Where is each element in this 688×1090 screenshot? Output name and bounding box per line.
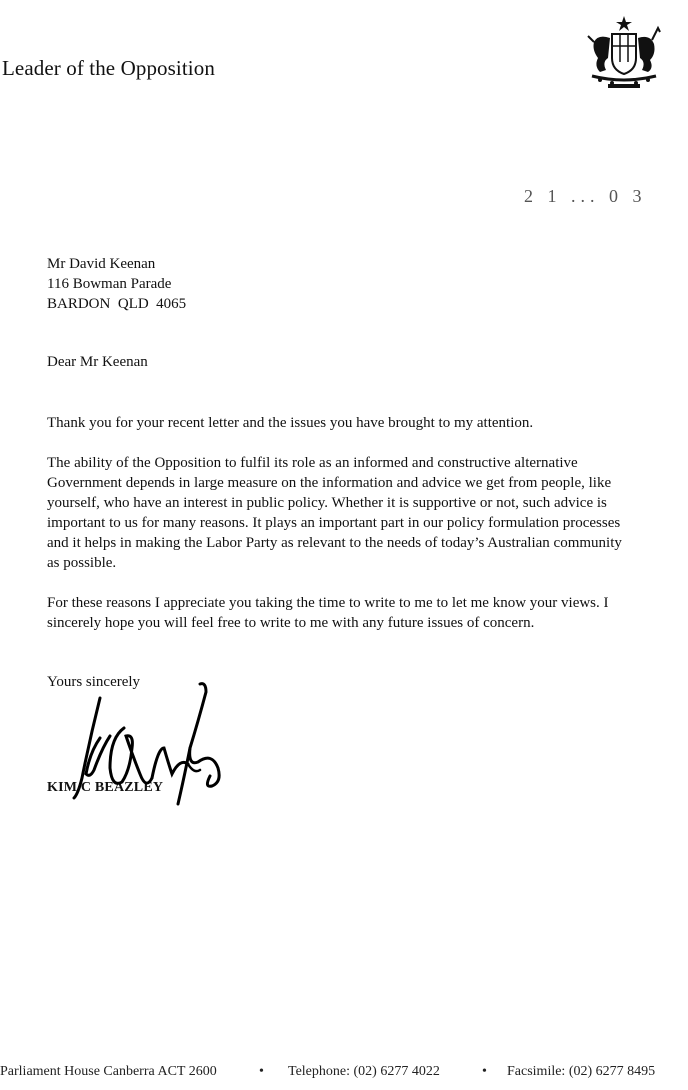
recipient-address <box>47 254 186 314</box>
coat-of-arms-icon <box>584 14 664 90</box>
recipient-name: Mr David Keenan <box>47 256 156 272</box>
body-paragraph-3: For these reasons I appreciate you taking the time to write to me to let me know your views. I sincerely hope you will feel free to write to me with any future issues of concern. <box>47 595 609 631</box>
date-stamp: 2 1 ... 0 3 <box>524 186 647 206</box>
signature-image <box>60 678 230 810</box>
recipient-city: BARDON QLD 4065 <box>47 296 187 312</box>
footer-separator: • <box>482 1064 487 1079</box>
closing: Yours sincerely <box>47 674 141 690</box>
salutation: Dear Mr Keenan <box>47 354 148 370</box>
footer-facsimile: Facsimile: (02) 6277 8495 <box>507 1064 656 1079</box>
letterhead-title: Leader of the Opposition <box>2 56 215 80</box>
footer-telephone: Telephone: (02) 6277 4022 <box>288 1064 440 1079</box>
letter-body <box>47 413 632 653</box>
signatory-name: KIM C BEAZLEY <box>47 780 164 795</box>
footer-address: Parliament House Canberra ACT 2600 <box>0 1064 217 1079</box>
footer-separator: • <box>259 1064 264 1079</box>
body-paragraph-2: The ability of the Opposition to fulfil its role as an informed and constructive alternative Government depends in large measure on the information and advice we get from people, like yourself, who have an interest in public policy. Whether it is supportive or not, such advice is important to us for many reasons. It plays an important part in our policy formulation processes and it helps in making the Labor Party as relevant to the needs of today’s Australian community as possible. <box>47 455 622 571</box>
recipient-street: 116 Bowman Parade <box>47 276 172 292</box>
body-paragraph-1: Thank you for your recent letter and the issues you have brought to my attention. <box>47 415 534 431</box>
